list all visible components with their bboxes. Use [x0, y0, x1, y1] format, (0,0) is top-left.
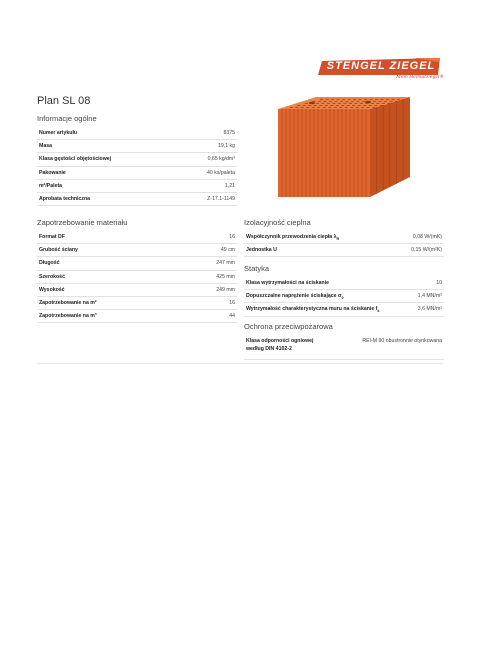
- thermal-table: [244, 231, 444, 257]
- brick-hole: [305, 103, 308, 104]
- fire-table: [244, 335, 444, 360]
- brick-hole: [320, 99, 323, 100]
- material-label: [37, 231, 185, 244]
- brick-hole: [361, 107, 364, 108]
- thermal-label: [244, 231, 393, 244]
- material-label: [37, 296, 185, 309]
- general-value: 1,21: [179, 179, 237, 192]
- material-row: [37, 310, 237, 323]
- brick-hole: [337, 99, 340, 100]
- brick-hole: [328, 107, 331, 108]
- material-value: 44: [185, 310, 237, 323]
- fire-label-line2: według DIN 4102-2: [246, 346, 292, 352]
- brick-hole: [319, 105, 322, 106]
- general-label-text: m²/Paleta: [39, 182, 63, 189]
- thermal-heading: Izolacyjność cieplna: [244, 218, 311, 227]
- material-value: 16: [185, 231, 237, 244]
- brick-hole: [350, 107, 353, 108]
- material-label: [37, 283, 185, 296]
- brick-hole: [290, 107, 293, 108]
- brick-hole: [384, 101, 387, 102]
- brick-hole: [336, 105, 339, 106]
- brick-hole: [345, 101, 348, 102]
- brick-hole: [317, 107, 320, 108]
- brick-hole: [345, 107, 348, 108]
- product-title: Plan SL 08: [37, 95, 91, 107]
- statics-value: 10: [412, 277, 444, 290]
- statics-label: [244, 290, 412, 303]
- brick-hole: [348, 99, 351, 100]
- brick-hole: [308, 105, 311, 106]
- general-row: [37, 166, 237, 179]
- brick-hole: [381, 99, 384, 100]
- brick-hole: [371, 103, 374, 104]
- material-value: 49 cm: [185, 244, 237, 257]
- material-label-text: Długość: [39, 260, 60, 267]
- brick-hole: [314, 105, 317, 106]
- brick-hole: [323, 107, 326, 108]
- brick-hole: [339, 107, 342, 108]
- material-label: [37, 244, 185, 257]
- brick-hole: [353, 99, 356, 100]
- material-label-text: Zapotrzebowanie na m²: [39, 300, 97, 307]
- material-row: [37, 270, 237, 283]
- fire-value: REI-M 90 obustronnie otynkowana: [336, 335, 444, 360]
- brick-hole: [340, 101, 343, 102]
- general-row: [37, 153, 237, 166]
- brick-hole: [370, 99, 373, 100]
- general-row: [37, 192, 237, 205]
- brick-hole: [356, 101, 359, 102]
- brick-hole: [395, 101, 398, 102]
- general-heading: Informacje ogólne: [37, 114, 97, 123]
- brick-hole: [352, 105, 355, 106]
- material-label-text: Wysokość: [39, 286, 65, 293]
- brick-hole: [378, 101, 381, 102]
- statics-heading: Statyka: [244, 264, 270, 273]
- brick-hole: [334, 101, 337, 102]
- brick-hole: [349, 103, 352, 104]
- brick-hole: [375, 99, 378, 100]
- general-label: [37, 179, 179, 192]
- general-value: 19,1 kg: [179, 140, 237, 153]
- general-table: [37, 127, 237, 206]
- brick-hole: [372, 107, 375, 108]
- logo-text: STENGEL ZIEGEL: [326, 60, 436, 72]
- general-row: [37, 179, 237, 192]
- brick-hole: [362, 101, 365, 102]
- fire-label-line1: Klasa odporności ogniowej: [246, 338, 314, 344]
- brick-hole: [329, 101, 332, 102]
- brick-hole: [312, 107, 315, 108]
- brick-hole: [382, 103, 385, 104]
- thermal-row: [244, 244, 444, 257]
- general-label-text: Aprobata techniczna: [39, 196, 91, 203]
- fire-row: [244, 335, 444, 360]
- brick-hole: [367, 107, 370, 108]
- brick-hole: [397, 99, 400, 100]
- general-value: 0,65 kg/dm³: [179, 153, 237, 166]
- brick-hole: [318, 101, 321, 102]
- material-row: [37, 244, 237, 257]
- material-label-text: Grubość ściany: [39, 247, 78, 254]
- brick-hole: [387, 103, 390, 104]
- material-row: [37, 296, 237, 309]
- material-value: 249 mm: [185, 283, 237, 296]
- material-label-text: Szerokość: [39, 273, 65, 280]
- general-label: [37, 166, 179, 179]
- brick-hole: [364, 99, 367, 100]
- material-row: [37, 231, 237, 244]
- general-label: [37, 127, 179, 140]
- stengel-ziegel-logo: [318, 58, 444, 82]
- brick-hole: [295, 107, 298, 108]
- general-label: [37, 192, 179, 205]
- brick-hole: [341, 105, 344, 106]
- statics-label-subscript: 0: [341, 295, 344, 300]
- brick-hole: [360, 103, 363, 104]
- brick-hole: [373, 101, 376, 102]
- statics-row: [244, 290, 444, 303]
- statics-value: 3,6 MN/m²: [412, 303, 444, 316]
- general-label-text: Numer artykułu: [39, 130, 78, 137]
- thermal-label-subscript: R: [336, 236, 340, 241]
- brick-hole: [325, 105, 328, 106]
- brick-hole: [374, 105, 377, 106]
- general-label-text: Masa: [39, 143, 52, 150]
- brick-hole: [376, 103, 379, 104]
- general-value: 40 ks/paleta: [179, 166, 237, 179]
- brick-hole: [369, 105, 372, 106]
- statics-value: 1,4 MN/m²: [412, 290, 444, 303]
- brick-image: [278, 97, 410, 197]
- fire-heading: Ochrona przeciwpożarowa: [244, 322, 333, 331]
- brick-hole: [392, 99, 395, 100]
- brick-hole: [354, 103, 357, 104]
- brick-hole: [301, 107, 304, 108]
- brick-hole: [316, 103, 319, 104]
- brick-hole: [297, 105, 300, 106]
- thermal-label-text: Współczynnik przewodzenia ciepła λ: [246, 233, 337, 240]
- logo-tagline: Mein Heimatziegel®: [396, 75, 444, 80]
- material-table: [37, 231, 237, 323]
- brick-hole: [303, 105, 306, 106]
- brick-hole: [363, 105, 366, 106]
- brick-hole: [351, 101, 354, 102]
- bottom-divider: [37, 363, 443, 364]
- statics-label: [244, 277, 412, 290]
- statics-label: [244, 303, 412, 316]
- material-value: 425 mm: [185, 270, 237, 283]
- brick-hole: [338, 103, 341, 104]
- material-heading: Zapotrzebowanie materiału: [37, 218, 128, 227]
- material-label: [37, 270, 185, 283]
- statics-label-subscript: k: [377, 308, 380, 313]
- brick-hole: [386, 99, 389, 100]
- brick-hole: [334, 107, 337, 108]
- statics-row: [244, 277, 444, 290]
- thermal-value: 0,15 W/(m²K): [393, 244, 444, 257]
- brick-hole: [342, 99, 345, 100]
- brick-hole: [358, 105, 361, 106]
- material-label-text: Format DF: [39, 234, 65, 241]
- brick-hole: [330, 105, 333, 106]
- brick-hole: [327, 103, 330, 104]
- material-label: [37, 310, 185, 323]
- fire-label: [244, 335, 336, 360]
- general-row: [37, 127, 237, 140]
- brick-hole: [323, 101, 326, 102]
- material-value: 247 mm: [185, 257, 237, 270]
- general-row: [37, 140, 237, 153]
- brick-hole: [389, 101, 392, 102]
- brick-hole: [321, 103, 324, 104]
- statics-row: [244, 303, 444, 316]
- brick-hole: [380, 105, 383, 106]
- brick-hole: [359, 99, 362, 100]
- general-label-text: Pakowanie: [39, 169, 66, 176]
- brick-hole: [331, 99, 334, 100]
- thermal-row: [244, 231, 444, 244]
- statics-table: [244, 277, 444, 317]
- brick-hole: [356, 107, 359, 108]
- material-value: 16: [185, 296, 237, 309]
- brick-hole: [343, 103, 346, 104]
- thermal-label-text: Jednostka U: [246, 247, 277, 254]
- thermal-value: 0,08 W/(mK): [393, 231, 444, 244]
- statics-label-text: Wytrzymałość charakterystyczna muru na ściskanie f: [246, 305, 378, 312]
- general-value: Z-17.1-1149: [179, 192, 237, 205]
- general-label: [37, 140, 179, 153]
- general-label-text: Klasa gęstości objętościowej: [39, 156, 112, 163]
- material-label-text: Zapotrzebowanie na m³: [39, 313, 97, 320]
- material-row: [37, 257, 237, 270]
- statics-label-text: Dopuszczalne naprężenie ściskające σ: [246, 292, 342, 299]
- brick-hole: [326, 99, 329, 100]
- general-label: [37, 153, 179, 166]
- statics-label-text: Klasa wytrzymałości na ściskanie: [246, 280, 330, 287]
- brick-hole: [306, 107, 309, 108]
- general-value: 8375: [179, 127, 237, 140]
- brick-hole: [347, 105, 350, 106]
- material-row: [37, 283, 237, 296]
- brick-hole: [332, 103, 335, 104]
- thermal-label: [244, 244, 393, 257]
- material-label: [37, 257, 185, 270]
